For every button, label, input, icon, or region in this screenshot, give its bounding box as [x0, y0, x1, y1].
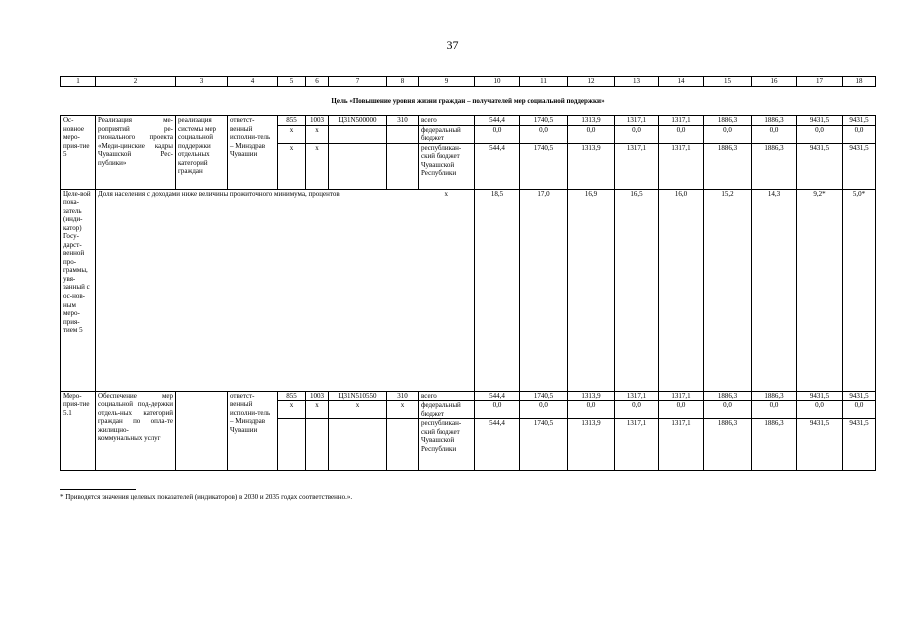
grbs-code: x [278, 125, 306, 143]
year-value: 1313,9 [568, 419, 615, 471]
responsible-executor: ответст-венный исполни-тель – Минздрав Чувашии [228, 391, 278, 471]
column-number: 1 [61, 77, 96, 87]
measure-description: Реализация ме-роприятий ре-гионального проекта «Меди-цинские кадры Чувашской Рес-публики» [96, 116, 176, 190]
year-value: 0,0 [615, 401, 659, 419]
target-article-code: Ц31N500000 [329, 116, 387, 126]
grbs-code: x [278, 401, 306, 419]
year-value: 9431,5 [797, 116, 843, 126]
year-value: 0,0 [475, 401, 520, 419]
indicator-value: 9,2* [797, 189, 843, 391]
grbs-code [278, 419, 306, 471]
section-code: x [306, 401, 329, 419]
indicator-text: Доля населения с доходами ниже величины прожиточного минимума, процентов [96, 189, 419, 391]
measure-name: Ос-новное меро-прия-тие 5 [61, 116, 96, 190]
year-value: 1317,1 [659, 143, 704, 189]
year-value: 0,0 [752, 401, 797, 419]
year-value: 544,4 [475, 143, 520, 189]
year-value: 1886,3 [752, 143, 797, 189]
column-number: 17 [797, 77, 843, 87]
indicator-value: 16,0 [659, 189, 704, 391]
column-number: 6 [306, 77, 329, 87]
column-number: 3 [176, 77, 228, 87]
funding-source: федеральный бюджет [419, 125, 475, 143]
grbs-code: 855 [278, 391, 306, 401]
funding-source: федеральный бюджет [419, 401, 475, 419]
funding-source: республикан-ский бюджет Чувашской Республики [419, 419, 475, 471]
measure-description: Обеспечение мер социальной под-держки отдель-ных категорий граждан по опла-те жилищно-коммунальных услуг [96, 391, 176, 471]
year-value: 9431,5 [843, 143, 876, 189]
column-number: 15 [704, 77, 752, 87]
section-code: x [306, 125, 329, 143]
indicator-value: 16,9 [568, 189, 615, 391]
year-value: 1740,5 [520, 391, 568, 401]
year-value: 1313,9 [568, 143, 615, 189]
target-article-code: x [329, 401, 387, 419]
funding-source: всего [419, 116, 475, 126]
expense-type-code: x [387, 401, 419, 419]
year-value: 0,0 [659, 125, 704, 143]
year-value: 1886,3 [704, 391, 752, 401]
year-value: 1740,5 [520, 419, 568, 471]
year-value: 1740,5 [520, 116, 568, 126]
target-article-code: Ц31N510550 [329, 391, 387, 401]
year-value: 9431,5 [843, 116, 876, 126]
expense-type-code: 310 [387, 391, 419, 401]
grbs-code: 855 [278, 116, 306, 126]
section-code [306, 419, 329, 471]
year-value: 1886,3 [704, 143, 752, 189]
grbs-code: x [278, 143, 306, 189]
year-value: 0,0 [797, 401, 843, 419]
responsible-executor: ответст-венный исполни-тель – Минздрав Чувашии [228, 116, 278, 190]
year-value: 1313,9 [568, 116, 615, 126]
year-value: 0,0 [752, 125, 797, 143]
goal-row [61, 87, 876, 116]
indicator-value: 14,3 [752, 189, 797, 391]
year-value: 0,0 [843, 401, 876, 419]
indicator-value: 18,5 [475, 189, 520, 391]
column-number: 8 [387, 77, 419, 87]
year-value: 544,4 [475, 391, 520, 401]
year-value: 0,0 [568, 401, 615, 419]
year-value: 9431,5 [843, 419, 876, 471]
year-value: 0,0 [704, 401, 752, 419]
year-value: 0,0 [659, 401, 704, 419]
goal-title: Цель «Повышение уровня жизни граждан – получателей мер социальной поддержки» [61, 87, 876, 116]
year-value: 0,0 [797, 125, 843, 143]
column-number: 14 [659, 77, 704, 87]
year-value: 1886,3 [704, 419, 752, 471]
year-value: 1317,1 [659, 116, 704, 126]
year-value: 1313,9 [568, 391, 615, 401]
measure-goal: реализация системы мер социальной поддержки отдельных категорий граждан [176, 116, 228, 190]
year-value: 1317,1 [615, 391, 659, 401]
column-number: 4 [228, 77, 278, 87]
footnote: * Приводятся значения целевых показателей (индикаторов) в 2030 и 2035 годах соответственно.». [60, 493, 353, 501]
year-value: 0,0 [568, 125, 615, 143]
year-value: 1886,3 [704, 116, 752, 126]
target-article-code [329, 419, 387, 471]
year-value: 0,0 [475, 125, 520, 143]
table-body [61, 77, 876, 471]
year-value: 1317,1 [615, 116, 659, 126]
column-number: 18 [843, 77, 876, 87]
expense-type-code [387, 419, 419, 471]
column-number-row [61, 77, 876, 87]
measure-name: Меро-прия-тие 5.1 [61, 391, 96, 471]
section-code: x [306, 143, 329, 189]
column-number: 13 [615, 77, 659, 87]
year-value: 9431,5 [797, 143, 843, 189]
footnote-divider [60, 489, 136, 490]
year-value: 544,4 [475, 419, 520, 471]
page-number: 37 [446, 38, 459, 52]
year-value: 9431,5 [843, 391, 876, 401]
column-number: 9 [419, 77, 475, 87]
year-value: 0,0 [520, 401, 568, 419]
block1-row [61, 116, 876, 126]
target-article-code [329, 143, 387, 189]
budget-table [60, 76, 876, 471]
year-value: 1317,1 [615, 143, 659, 189]
column-number: 12 [568, 77, 615, 87]
year-value: 544,4 [475, 116, 520, 126]
indicator-unit: x [419, 189, 475, 391]
indicator-value: 17,0 [520, 189, 568, 391]
indicator-row [61, 189, 876, 391]
year-value: 1317,1 [659, 391, 704, 401]
funding-source: всего [419, 391, 475, 401]
target-article-code [329, 125, 387, 143]
year-value: 0,0 [520, 125, 568, 143]
section-code: 1003 [306, 116, 329, 126]
year-value: 0,0 [615, 125, 659, 143]
column-number: 16 [752, 77, 797, 87]
year-value: 1886,3 [752, 116, 797, 126]
year-value: 1317,1 [659, 419, 704, 471]
year-value: 1886,3 [752, 419, 797, 471]
year-value: 9431,5 [797, 391, 843, 401]
expense-type-code [387, 143, 419, 189]
column-number: 11 [520, 77, 568, 87]
indicator-label: Целе-вой пока-затель (инди-катор) Госу-дарст-венной про-граммы, увя-занный с ос-нов-ным меро-прия-тием 5 [61, 189, 96, 391]
year-value: 0,0 [704, 125, 752, 143]
funding-source: республикан-ский бюджет Чувашской Республики [419, 143, 475, 189]
indicator-value: 5,0* [843, 189, 876, 391]
year-value: 1317,1 [615, 419, 659, 471]
indicator-value: 15,2 [704, 189, 752, 391]
column-number: 10 [475, 77, 520, 87]
year-value: 1740,5 [520, 143, 568, 189]
year-value: 0,0 [843, 125, 876, 143]
expense-type-code: 310 [387, 116, 419, 126]
column-number: 5 [278, 77, 306, 87]
column-number: 7 [329, 77, 387, 87]
block2-row [61, 391, 876, 401]
measure-goal [176, 391, 228, 471]
indicator-value: 16,5 [615, 189, 659, 391]
year-value: 1886,3 [752, 391, 797, 401]
expense-type-code [387, 125, 419, 143]
section-code: 1003 [306, 391, 329, 401]
column-number: 2 [96, 77, 176, 87]
year-value: 9431,5 [797, 419, 843, 471]
